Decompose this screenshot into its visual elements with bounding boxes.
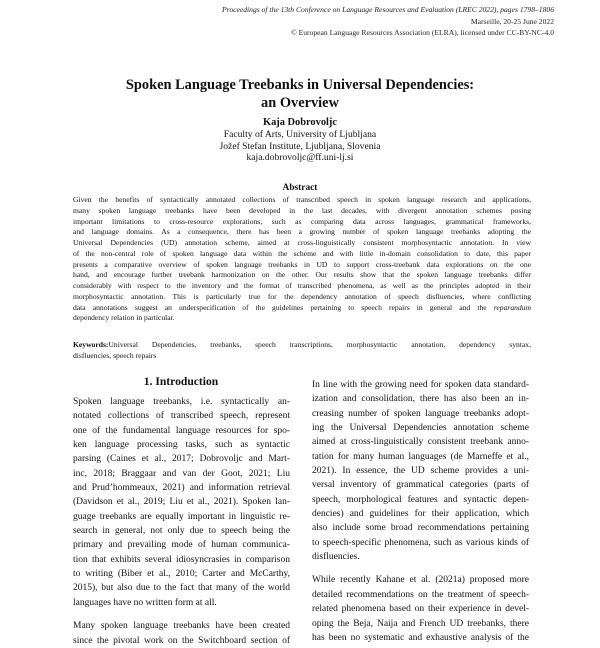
- body-line: ken language processing tasks, such as syntactic: [73, 440, 290, 451]
- paper-title-line-1: Spoken Language Treebanks in Universal Dependencies:: [125, 77, 475, 93]
- abstract-line: morphosyntactic annotation. This is particularly true for the dependency annotation of speech disfluencies, where conflicting: [73, 291, 531, 301]
- body-line: also include some broad recommendations pertaining: [312, 523, 529, 534]
- body-line: In line with the growing need for spoken data standard-: [312, 380, 529, 390]
- author-affiliation-2: Jožef Stefan Institute, Ljubljana, Slovenia: [219, 140, 381, 152]
- body-line: guage treebanks are equally important in linguistic re-: [73, 511, 290, 522]
- body-line: ing the Universal Dependencies annotation scheme: [312, 423, 529, 434]
- proceedings-line-1: Proceedings of the 13th Conference on Language Resources and Evaluation (LREC 2022), pages 1798–1806: [222, 5, 554, 14]
- body-line: has been no systematic and exhaustive analysis of the: [312, 632, 529, 643]
- left-column: [73, 395, 290, 648]
- body-line: search in general, not only due to speech being the: [73, 526, 290, 537]
- keywords-text-1: Universal Dependencies, treebanks, speech transcriptions, morphosyntactic annotation, dependency syntax,: [108, 340, 531, 349]
- abstract-line-with-italic: [73, 303, 531, 314]
- body-line: languages have no written form at all.: [73, 597, 217, 608]
- body-line: tion that exhibits several idiosyncrasies in comparison: [73, 554, 290, 565]
- body-line: (Davidson et al., 2019; Liu et al., 2021). Spoken lan-: [73, 497, 290, 508]
- abstract-line: of the non-central role of spoken language data within the scheme and with little in-domain consolidation to date, this paper: [73, 248, 531, 258]
- body-line: 2015), but also due to the fact that many of the world: [73, 583, 290, 594]
- abstract-last-line: dependency relation in particular.: [73, 313, 175, 323]
- body-line: versal inventory of grammatical categories (parts of: [312, 480, 529, 491]
- author-affiliation-1: Faculty of Arts, University of Ljubljana: [223, 128, 377, 140]
- proceedings-line-2: Marseille, 20-25 June 2022: [470, 16, 554, 26]
- keywords-text-2: disfluencies, speech repairs: [73, 351, 157, 360]
- body-line: primary and prevailing mode of human communica-: [73, 540, 290, 551]
- abstract-line: important limitations to cross-resource explorations, such as comparing data across languages, grammatical frameworks,: [73, 216, 531, 226]
- abstract-italic-term: reparandum: [493, 302, 531, 312]
- body-line: since the pivotal work on the Switchboard section of: [73, 635, 290, 646]
- abstract-line: data annotations suggest an underspecification of the guidelines pertaining to speech repairs in general and the: [73, 302, 487, 312]
- abstract-line: hand, and encourage further treebank harmonization on the other. Our results show that the spoken language treebanks differ: [73, 270, 531, 280]
- body-line: creasing number of spoken language treebanks adopt-: [312, 408, 529, 419]
- abstract-line: presents a comparative overview of spoken language treebanks in UD to support cross-treebank data explorations on the one: [73, 259, 531, 269]
- body-line: one of the fundamental language resources for spo-: [73, 425, 290, 436]
- body-line: and Prud’hommeaux, 2021) and information retrieval: [73, 483, 290, 494]
- abstract-line: Universal Dependencies (UD) annotation scheme, aimed at cross-linguistically consistent morphosyntactic annotation. In view: [73, 238, 531, 247]
- body-line: notated collections of transcribed speech, represent: [73, 411, 290, 422]
- body-line: While recently Kahane et al. (2021a) proposed more: [312, 575, 529, 586]
- body-line: related phenomena based on their experience in devel-: [312, 604, 529, 615]
- author-email: kaja.dobrovoljc@ff.uni-lj.si: [246, 152, 354, 164]
- abstract-line: Given the benefits of syntactically annotated collections of transcribed speech in spoken language research and applications,: [73, 195, 531, 204]
- body-line: inc, 2018; Braggaar and van der Goot, 2021; Liu: [73, 468, 290, 479]
- paragraph-gap: [312, 564, 529, 573]
- abstract-line: many spoken language treebanks have been developed in the last decades, with divergent annotation schemes posing: [73, 205, 531, 215]
- body-line: parsing (Caines et al., 2017; Dobrovoljc and Mart-: [73, 454, 290, 465]
- paragraph-gap: [73, 610, 290, 619]
- body-line: to speech-specific phenomena, such as various kinds of: [312, 537, 529, 548]
- body-line: Spoken language treebanks, i.e. syntactically an-: [73, 397, 290, 407]
- keywords-block: [73, 339, 531, 361]
- proceedings-header: [222, 4, 554, 39]
- abstract-line: considerably with respect to the inventory and the format of transcribed phenomena, as well as the principles adopted in their: [73, 281, 531, 290]
- abstract-line: and language domains. As a consequence, there has been a growing number of spoken language treebanks adopting the: [73, 227, 531, 237]
- proceedings-line-3: © European Language Resources Association (ELRA), licensed under CC-BY-NC-4.0: [290, 28, 554, 38]
- body-line: Many spoken language treebanks have been created: [73, 621, 290, 632]
- body-line: oping the Beja, Naija and French UD treebanks, there: [312, 618, 529, 629]
- paper-title: [0, 77, 600, 112]
- body-line: tation for many human languages (de Marneffe et al.,: [312, 451, 529, 462]
- abstract-heading: Abstract: [282, 183, 318, 193]
- paper-title-line-2: an Overview: [261, 94, 339, 111]
- body-line: detailed recommendations on the treatment of speech-: [312, 589, 529, 600]
- keywords-label: Keywords:: [73, 340, 109, 349]
- body-line: ization and consolidation, there has also been an in-: [312, 394, 529, 405]
- right-column: [312, 378, 529, 645]
- author-name: Kaja Dobrovoljc: [263, 117, 337, 128]
- section-heading-introduction: 1. Introduction: [143, 375, 219, 388]
- body-line: speech, morphological features and syntactic depen-: [312, 494, 529, 505]
- abstract-body: [73, 195, 531, 324]
- body-line: to writing (Biber et al., 2010; Carter and McCarthy,: [73, 569, 290, 580]
- author-block: [0, 117, 600, 164]
- keywords-line-1: [73, 339, 531, 350]
- body-line: dencies) and guidelines for their application, which: [312, 509, 529, 520]
- body-line: aimed at cross-linguistically consistent treebank anno-: [312, 437, 529, 448]
- body-line: disfluencies.: [312, 552, 360, 563]
- body-line: 2021). In essence, the UD scheme provides a uni-: [312, 466, 529, 477]
